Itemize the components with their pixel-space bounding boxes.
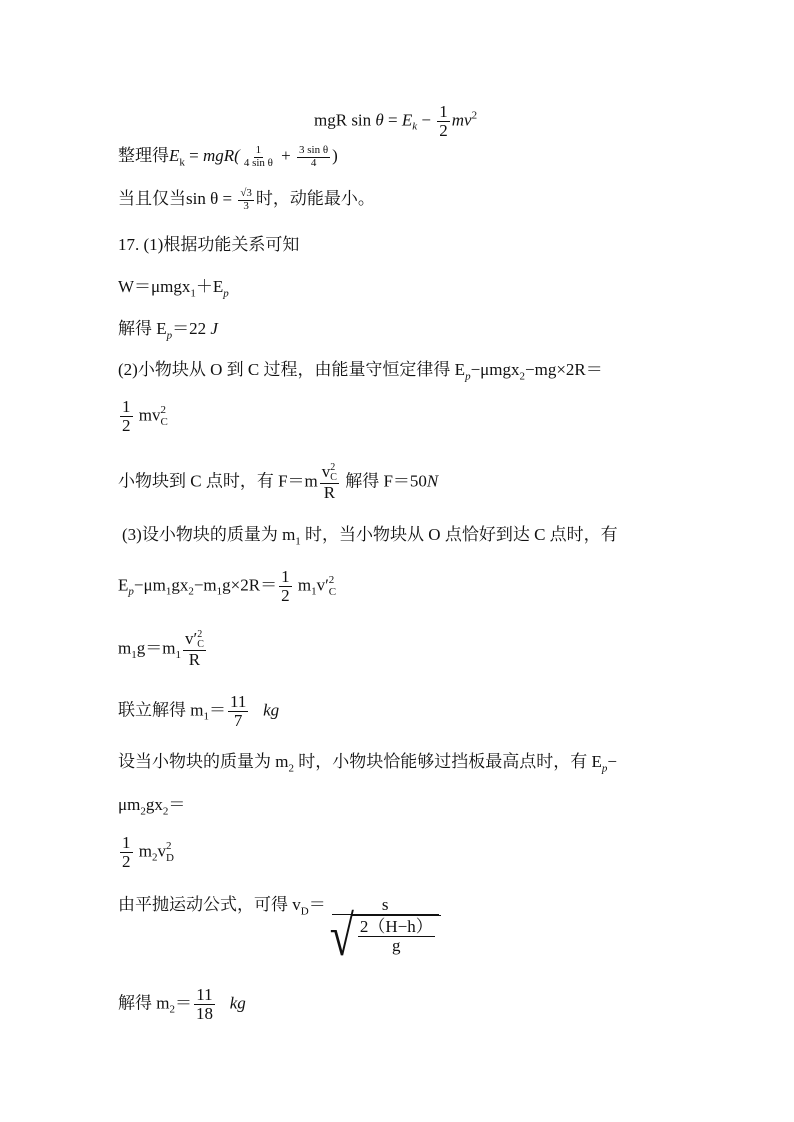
text: −μmgx [470,360,520,379]
text: 17. (1)根据功能关系可知 [118,235,300,254]
text: 1 [439,102,448,121]
text: v [157,841,166,861]
text: 1 [281,567,290,586]
text: 3 sin θ [299,144,329,156]
text: E [169,145,180,165]
fraction [120,398,133,435]
half-mvc2 [118,398,168,435]
text: −m [193,575,217,595]
text: ＝ [308,895,326,914]
fraction [183,630,206,669]
text: (2)小物块从 O 到 C 过程，由能量守恒定律得 E [118,360,466,379]
numerator [183,630,206,651]
fraction [437,103,450,140]
text: 18 [195,1003,213,1023]
text: 1 [311,585,317,598]
text: 1 [175,648,181,661]
fraction [279,568,292,605]
part3-m2-intro [118,753,617,774]
text: 2 [439,120,448,140]
part3-m2-eq [118,796,185,817]
text: E [118,575,129,595]
text: 11 [229,692,247,711]
text: 1 [216,585,223,598]
text: 4 sin θ [243,156,273,169]
text: 解得 m [118,993,170,1013]
numerator [320,463,339,484]
text: C [328,586,337,599]
text: k [412,120,418,133]
text: R [323,483,336,503]
text: p [128,585,134,598]
text: m [293,575,312,595]
projectile-formula [118,895,445,969]
solution-m1 [118,693,279,730]
text: 1 [122,833,131,852]
part3-energy-eq [118,568,336,605]
text: 小物块到 C 点时，有 F＝m [118,471,318,491]
text: 2 [328,574,335,587]
equation-work [118,278,229,299]
solution-m2 [118,986,246,1023]
text: N [426,471,439,491]
text: mv [451,110,472,130]
sup-sub [330,463,337,483]
sup-sub [197,630,204,650]
text: ＝22 [172,319,211,338]
text: W＝μmgx [118,277,191,296]
text: 1 [295,535,301,548]
text: −mg×2R＝ [525,360,603,379]
fraction [194,986,215,1023]
text: g＝m [136,638,176,658]
text: 时，当小物块从 O 点恰好到达 C 点时，有 [300,525,618,544]
text: 联立解得 m [118,700,204,720]
force-at-c [118,463,438,502]
fraction [242,145,275,169]
text: 2 [471,109,478,122]
equation-energy [314,103,477,140]
fraction [320,463,339,502]
text: sin θ = [186,188,237,208]
text: + [276,145,296,165]
text: v′ [316,575,329,595]
part2-energy-conservation [118,361,603,382]
sup-sub [160,404,167,428]
text: = [383,110,402,130]
text: 1 [255,144,262,156]
text: ＝ [168,795,186,814]
fraction [328,895,443,969]
text: ＝ [174,993,192,1013]
text: C [160,416,168,429]
sqrt [329,904,441,969]
text: 2 [288,762,294,775]
text: 2 [519,370,526,383]
solution-ep [118,320,218,341]
text: 当且仅当 [118,188,186,208]
text: 1 [165,585,172,598]
text: mv [134,405,161,425]
fraction [358,918,435,955]
text: ＋E [195,277,224,296]
denominator [328,904,443,969]
fraction [120,834,133,871]
sup-sub [329,574,336,598]
text: 时，小物块恰能够过挡板最高点时，有 E [293,752,602,771]
text: kg [263,700,280,720]
text: 1 [122,397,131,416]
condition-min-energy [118,188,375,212]
text: − [607,752,617,771]
text: g×2R＝ [222,575,278,595]
text: ) [332,145,338,165]
text: 2 [188,585,194,598]
text: 2 [122,415,131,435]
text: 2 [197,629,203,641]
text: θ [375,110,384,130]
text: v [321,462,331,481]
text: C [330,472,337,484]
text: 2 [151,851,158,864]
text: μm [118,795,141,814]
text: gx [145,795,163,814]
text: 1 [131,648,137,661]
text: m [118,638,132,658]
text: − [417,110,436,130]
fraction [228,693,248,730]
text: p [223,287,229,300]
text: C [197,639,204,651]
text: 7 [233,710,243,730]
text: s [332,896,439,915]
text: p [166,329,173,342]
fraction [297,145,330,169]
part3-centripetal [118,630,208,669]
text: E [401,110,413,130]
text: 2 [281,585,290,605]
radicand [352,915,441,959]
text: (3)设小物块的质量为 m [122,525,296,544]
radical-sign: √ [329,904,354,969]
text: mgR [314,110,348,130]
text: 2（H−h） [359,916,433,936]
text: 2 [165,840,172,853]
text: m [134,841,152,861]
text: 2 [169,1003,175,1016]
text: 11 [196,985,213,1004]
text: 解得 E [118,319,167,338]
text: D [165,852,174,865]
text: √3 [240,187,252,199]
text: ＝ [208,700,226,720]
text: p [601,762,608,775]
text: = [184,145,203,165]
text: p [465,370,471,383]
text: kg [229,993,246,1013]
text: gx [171,575,189,595]
text: J [210,319,218,338]
text: R [188,650,201,670]
text: 2 [160,404,166,417]
text: 时，动能最小。 [255,188,375,208]
text: v′ [184,629,198,648]
text: 设当小物块的质量为 m [118,752,289,771]
text: mgR( [202,145,240,165]
text: 由平抛运动公式，可得 v [118,895,301,914]
equation-rearranged [118,145,338,169]
text: 2 [162,805,169,818]
text: D [300,905,309,918]
text: 解得 F＝50 [340,471,427,491]
text: 1 [203,710,209,723]
text: 2 [140,805,146,818]
half-m2vd2 [118,834,174,871]
text: 2 [330,462,336,474]
text: 4 [310,156,317,169]
text: −μm [133,575,166,595]
part3-intro [122,526,618,547]
text: sin [351,110,372,130]
text: 2 [122,851,131,871]
sup-sub [166,840,174,864]
text: 整理得 [118,145,169,165]
problem-17-part1 [118,236,299,253]
text: 3 [243,199,249,212]
text: g [392,935,401,955]
text: 1 [190,287,196,300]
text: k [179,156,185,169]
fraction [238,188,254,212]
